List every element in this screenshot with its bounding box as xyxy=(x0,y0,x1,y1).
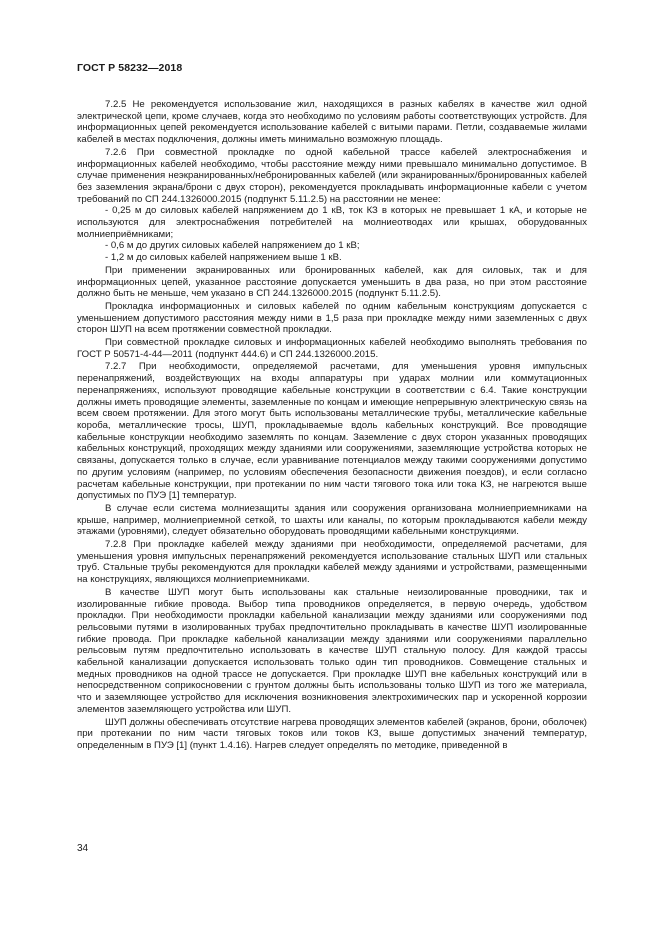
paragraph-7-2-5: 7.2.5 Не рекомендуется использование жил, находящихся в разных кабелях в качестве жил одной электрической цепи, кроме случаев, когда это необходимо по условиям работы соответствующих устройств. Для информационных цепей рекомендуется использование кабелей с витыми парами. Петли, создаваемые жилами кабелей в местах подключения, должны иметь минимально возможную площадь. xyxy=(77,99,587,146)
paragraph-shup-conductors: В качестве ШУП могут быть использованы как стальные неизолированные проводники, так и изолированные гибкие провода. Выбор типа проводников определяется, в первую очередь, удобством прокладки. При необходимости прокладки кабельной канализации между зданиями или сооружениями под рельсовыми путями в изолированных трубах предпочтительно прокладывать в качестве ШУП изолированные гибкие провода. При прокладке кабельной канализации между зданиями или сооружениями параллельно рельсовым путям предпочтительно использовать в качестве ШУП стальную полосу. Для каждой трассы кабельной канализации допускается использовать только один тип проводников. Совмещение стальных и медных проводников на одной трассе не допускается. При прокладке ШУП вне кабельных конструкций или в непосредственном соприкосновении с грунтом должны быть использованы только ШУП из того же материала, что и заземляющее устройство для исключения возникновения электрохимических пар и ускоренной коррозии элементов заземляющего устройства или ШУП. xyxy=(77,586,587,715)
paragraph-7-2-6: 7.2.6 При совместной прокладке по одной кабельной трассе кабелей электроснабжения и информационных кабелей необходимо, чтобы расстояние между ними превышало минимально допустимое. В случае применения неэкранированных/небронированных кабелей (или экранированных/бронированных кабелей без заземления экрана/брони с двух сторон), рекомендуется прокладывать информационные кабели с учетом требований по СП 244.1326000.2015 (подпункт 5.11.2.5) на расстоянии не менее: xyxy=(77,146,587,205)
page-number: 34 xyxy=(77,843,89,854)
paragraph-shielded-cables: При применении экранированных или бронированных кабелей, как для силовых, так и для информационных цепей, указанное расстояние допускается уменьшить в два раза, но при этом расстояние должно быть не меньше, чем указано в СП 244.1326000.2015 (подпункт 5.11.2.5). xyxy=(77,264,587,300)
paragraph-shup-heating: ШУП должны обеспечивать отсутствие нагрева проводящих элементов кабелей (экранов, брони, оболочек) при протекании по ним части тяговых токов или токов КЗ, выше допустимых значений температур, определенным в ПУЭ [1] (пункт 1.4.16). Нагрев следует определять по методике, приведенной в xyxy=(77,716,587,751)
standard-header: ГОСТ Р 58232—2018 xyxy=(77,62,183,74)
list-item-distance-025: - 0,25 м до силовых кабелей напряжением до 1 кВ, ток КЗ в которых не превышает 1 кА, и которые не используются для электроснабжения потребителей на молниеотводах или крышах, оборудованных молниеприёмниками; xyxy=(77,205,587,240)
paragraph-shared-structures: Прокладка информационных и силовых кабелей по одним кабельным конструкциям допускается с уменьшением допустимого расстояния между ними в 1,5 раза при прокладке между ними заземленных с двух сторон ШУП на всем протяжении совместной прокладки. xyxy=(77,300,587,336)
document-body xyxy=(77,99,587,752)
paragraph-joint-laying-requirements: При совместной прокладке силовых и информационных кабелей необходимо выполнять требования по ГОСТ Р 50571-4-44—2011 (подпункт 444.6) и СП 244.1326000.2015. xyxy=(77,337,587,360)
paragraph-7-2-8: 7.2.8 При прокладке кабелей между зданиями при необходимости, определяемой расчетами, для уменьшения уровня импульсных перенапряжений рекомендуется использование стальных ШУП или стальных труб. Стальные трубы рекомендуются для прокладки кабелей между зданиями и устройствами, размещенными на конструкциях, являющихся молниеприемниками. xyxy=(77,539,587,586)
paragraph-7-2-7: 7.2.7 При необходимости, определяемой расчетами, для уменьшения уровня импульсных перенапряжений, воздействующих на входы аппаратуры при ударах молнии или коммутационных перенапряжениях, используют проводящие кабельные конструкции в соответствии с 6.4. Такие конструкции должны иметь проводящие элементы, заземленные по концам и имеющие непрерывную электрическую связь на всем своем протяжении. Для этого могут быть использованы металлические трубы, металлические кабельные короба, металлические тросы, ШУП, прокладываемые вдоль кабельных конструкций. Все проводящие кабельные конструкции необходимо заземлять по концам. Заземление с двух сторон указанных проводящих кабельных конструкций, проходящих между зданиями или сооружениями, заземляющие устройства которых не связаны, допускается только в случае, если уравнивание потенциалов между такими сооружениями допустимо по другим условиям (например, по условиям обеспечения безопасности движения поездов), и если согласно расчетам кабельные конструкции, при протекании по ним части тягового тока или тока КЗ, не нагреются выше допустимых по ПУЭ [1] температур. xyxy=(77,361,587,502)
list-item-distance-12: - 1,2 м до силовых кабелей напряжением выше 1 кВ. xyxy=(105,252,342,264)
paragraph-lightning-protection: В случае если система молниезащиты здания или сооружения организована молниеприемниками на крыше, например, молниеприемной сеткой, то шахты или каналы, по которым прокладываются кабели между этажами (уровнями), следует обязательно оборудовать проводящими кабельными конструкциями. xyxy=(77,502,587,538)
list-item-distance-06: - 0,6 м до других силовых кабелей напряжением до 1 кВ; xyxy=(105,240,360,252)
